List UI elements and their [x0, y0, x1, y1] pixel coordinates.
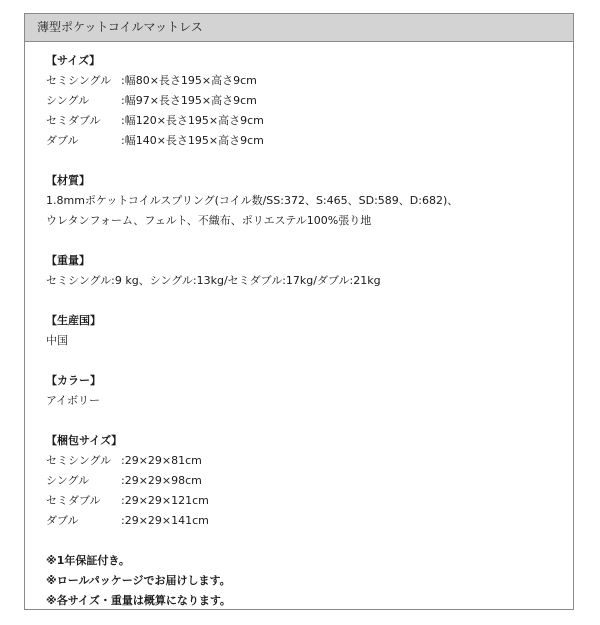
size-value: :幅80×長さ195×高さ9cm: [121, 74, 257, 87]
size-section: [46, 51, 573, 151]
material-section: [46, 171, 573, 231]
size-row: [46, 131, 573, 151]
size-label: セミダブル: [46, 114, 101, 127]
weight-heading: 【重量】: [46, 254, 90, 267]
size-value: :幅120×長さ195×高さ9cm: [121, 114, 264, 127]
package-label: セミシングル: [46, 454, 112, 467]
package-row: [46, 491, 573, 511]
size-heading: 【サイズ】: [46, 54, 101, 67]
size-row: [46, 111, 573, 131]
origin-heading: 【生産国】: [46, 314, 101, 327]
package-label: ダブル: [46, 514, 79, 527]
package-row: [46, 451, 573, 471]
material-line: 1.8mmポケットコイルスプリング(コイル数/SS:372、S:465、SD:589、D:682)、: [46, 194, 459, 207]
size-label: セミシングル: [46, 74, 112, 87]
color-text: アイボリー: [46, 394, 101, 407]
notes-section: [46, 551, 573, 611]
package-value: :29×29×141cm: [121, 514, 209, 527]
material-line: ウレタンフォーム、フェルト、不織布、ポリエステル100%張り地: [46, 214, 372, 227]
panel-body: [25, 42, 573, 611]
spec-panel: [24, 13, 574, 610]
origin-text: 中国: [46, 334, 68, 347]
package-value: :29×29×121cm: [121, 494, 209, 507]
size-value: :幅140×長さ195×高さ9cm: [121, 134, 264, 147]
color-heading: 【カラー】: [46, 374, 101, 387]
size-row: [46, 91, 573, 111]
material-heading: 【材質】: [46, 174, 90, 187]
package-row: [46, 511, 573, 531]
package-section: [46, 431, 573, 531]
weight-text: セミシングル:9 kg、シングル:13kg/セミダブル:17kg/ダブル:21kg: [46, 274, 381, 287]
package-label: シングル: [46, 474, 90, 487]
page-title: 薄型ポケットコイルマットレス: [37, 20, 203, 34]
color-section: [46, 371, 573, 411]
note-line: ※ロールパッケージでお届けします。: [46, 574, 231, 587]
package-value: :29×29×98cm: [121, 474, 202, 487]
package-heading: 【梱包サイズ】: [46, 434, 123, 447]
size-row: [46, 71, 573, 91]
package-value: :29×29×81cm: [121, 454, 202, 467]
origin-section: [46, 311, 573, 351]
note-line: ※各サイズ・重量は概算になります。: [46, 594, 231, 607]
size-label: シングル: [46, 94, 90, 107]
panel-header: [25, 14, 573, 42]
weight-section: [46, 251, 573, 291]
size-value: :幅97×長さ195×高さ9cm: [121, 94, 257, 107]
package-row: [46, 471, 573, 491]
size-label: ダブル: [46, 134, 79, 147]
package-label: セミダブル: [46, 494, 101, 507]
note-line: ※1年保証付き。: [46, 554, 130, 567]
